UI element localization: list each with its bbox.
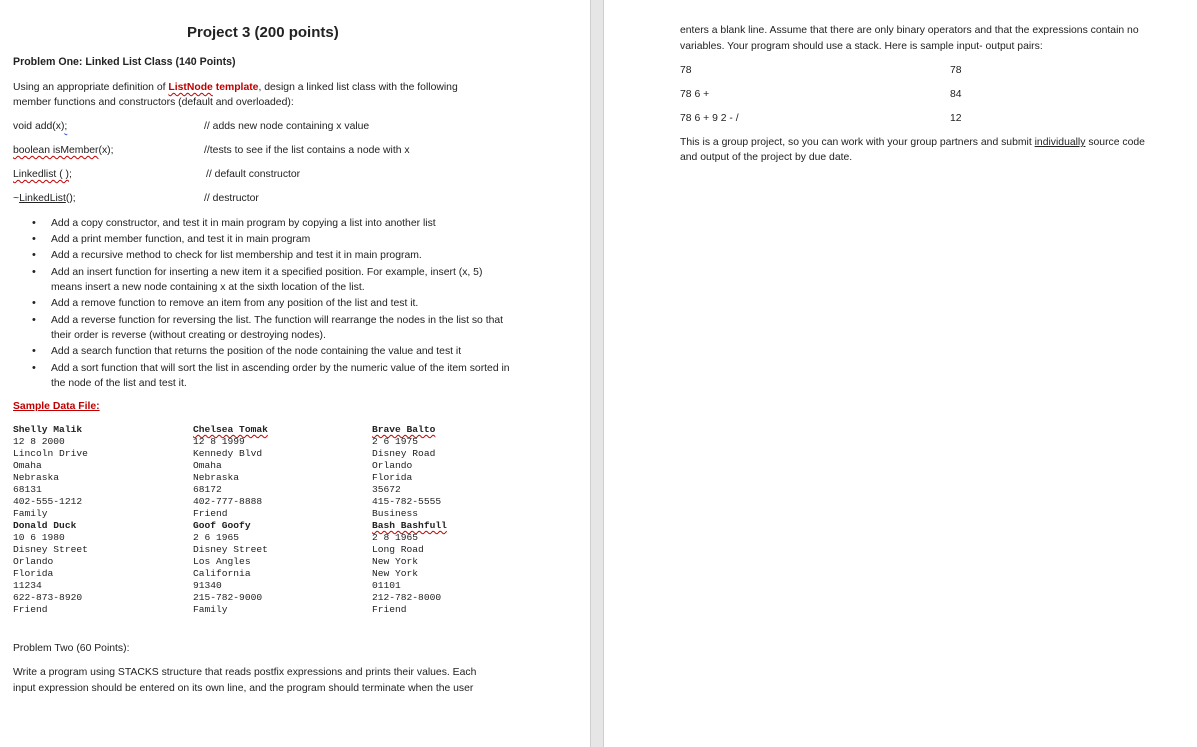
sample-line: Family xyxy=(193,604,228,615)
sample-line: 2 6 1975 xyxy=(372,436,419,447)
problem-two-line-2: input expression should be entered on its own line, and the program should terminate when the user xyxy=(13,683,474,694)
signature-code: LinkedList xyxy=(19,193,66,204)
signature-code: void add(x) xyxy=(13,121,65,132)
signature-destructor-comment: // destructor xyxy=(204,193,259,204)
sample-line: Bash Bashfull xyxy=(372,520,447,531)
signature-destructor xyxy=(13,191,76,207)
sample-line: Long Road xyxy=(372,544,424,555)
page-title: Project 3 (200 points) xyxy=(187,24,339,41)
signature-code: Linkedlist ( ) xyxy=(13,169,70,180)
sample-line: Business xyxy=(372,508,419,519)
signature-code-post: (x); xyxy=(98,145,114,156)
sample-line: Friend xyxy=(372,604,407,615)
problem-two-line-1: Write a program using STACKS structure that reads postfix expressions and prints their values. Each xyxy=(13,667,477,678)
sample-line: 68172 xyxy=(193,484,222,495)
list-item: • Add a print member function, and test it in main program xyxy=(32,232,512,248)
list-item: • Add a recursive method to check for list membership and test it in main program. xyxy=(32,248,512,264)
sample-line: 68131 xyxy=(13,484,42,495)
list-item: • Add a remove function to remove an item from any position of the list and test it. xyxy=(32,296,512,312)
list-item: • Add an insert function for inserting a new item it a specified position. For example, insert (x, 5) means insert a new node containing x at the sixth location of the list. xyxy=(32,265,512,296)
sample-line: Kennedy Blvd xyxy=(193,448,263,459)
intro-line-2: member functions and constructors (default and overloaded): xyxy=(13,97,294,108)
sample-line: California xyxy=(193,568,251,579)
signature-constructor-comment: // default constructor xyxy=(206,169,301,180)
list-item: • Add a reverse function for reversing the list. The function will rearrange the nodes in the list so that their order is reverse (without creating or destroying nodes). xyxy=(32,313,512,344)
sample-line: 10 6 1980 xyxy=(13,532,65,543)
signature-ismember xyxy=(13,143,114,159)
problem-two-heading: Problem Two (60 Points): xyxy=(13,643,130,654)
sample-line: Orlando xyxy=(372,460,413,471)
sample-line: 12 8 2000 xyxy=(13,436,65,447)
sample-column-1 xyxy=(13,424,183,616)
signature-code-mark: ; xyxy=(64,121,68,132)
group-note-individually: individually xyxy=(1034,137,1086,148)
pair-output: 12 xyxy=(950,113,962,124)
sample-line: 622-873-8920 xyxy=(13,592,83,603)
page-gutter xyxy=(590,0,604,747)
sample-line: 91340 xyxy=(193,580,222,591)
sample-data-heading: Sample Data File: xyxy=(13,401,100,412)
continued-line-2: variables. Your program should use a stack. Here is sample input- output pairs: xyxy=(680,41,1043,52)
signature-add-comment: // adds new node containing x value xyxy=(204,121,370,132)
sample-line: Friend xyxy=(193,508,228,519)
sample-line: 215-782-9000 xyxy=(193,592,263,603)
sample-line: 402-777-8888 xyxy=(193,496,263,507)
intro-listnode: ListNode xyxy=(168,82,213,93)
signature-constructor xyxy=(13,167,72,183)
problem-one-heading: Problem One: Linked List Class (140 Points) xyxy=(13,56,236,68)
intro-line-1 xyxy=(13,80,458,96)
list-item: • Add a search function that returns the position of the node containing the value and test it xyxy=(32,344,512,360)
sample-line: Brave Balto xyxy=(372,424,436,435)
sample-line: Los Angles xyxy=(193,556,251,567)
pair-input: 78 6 + xyxy=(680,89,710,100)
intro-text-pre: Using an appropriate definition of xyxy=(13,82,169,93)
sample-line: Donald Duck xyxy=(13,520,77,531)
signature-code-post: (); xyxy=(65,193,76,204)
signature-code-post: ; xyxy=(69,169,72,180)
sample-line: Friend xyxy=(13,604,48,615)
intro-template: template xyxy=(212,82,259,93)
list-item: • Add a copy constructor, and test it in main program by copying a list into another list xyxy=(32,216,512,232)
sample-line: Florida xyxy=(372,472,413,483)
group-note-line-2: and output of the project by due date. xyxy=(680,152,853,163)
sample-line: Florida xyxy=(13,568,54,579)
pair-output: 78 xyxy=(950,65,962,76)
sample-line: New York xyxy=(372,556,419,567)
sample-line: Orlando xyxy=(13,556,54,567)
intro-text-post: , design a linked list class with the following xyxy=(258,82,458,93)
continued-line-1: enters a blank line. Assume that there are only binary operators and that the expressions contain no xyxy=(680,25,1139,36)
sample-column-3 xyxy=(372,424,542,616)
sample-line: Omaha xyxy=(13,460,42,471)
sample-line: 402-555-1212 xyxy=(13,496,83,507)
sample-line: 2 8 1965 xyxy=(372,532,419,543)
sample-column-2 xyxy=(193,424,363,616)
signature-add xyxy=(13,119,67,135)
sample-line: Omaha xyxy=(193,460,222,471)
sample-line: 2 6 1965 xyxy=(193,532,240,543)
sample-line: Lincoln Drive xyxy=(13,448,88,459)
signature-ismember-comment: //tests to see if the list contains a node with x xyxy=(204,145,410,156)
requirements-list xyxy=(32,216,512,392)
sample-line: Disney Street xyxy=(13,544,88,555)
sample-line: 01101 xyxy=(372,580,401,591)
group-note-pre: This is a group project, so you can work with your group partners and submit xyxy=(680,137,1035,148)
group-note-line-1 xyxy=(680,135,1145,151)
sample-line: 212-782-8000 xyxy=(372,592,442,603)
document-page-left xyxy=(0,0,590,747)
sample-line: 35672 xyxy=(372,484,401,495)
sample-line: Family xyxy=(13,508,48,519)
sample-line: Shelly Malik xyxy=(13,424,83,435)
sample-line: Disney Road xyxy=(372,448,436,459)
signature-code-pre: ~ xyxy=(13,193,20,204)
pair-output: 84 xyxy=(950,89,962,100)
sample-line: Chelsea Tomak xyxy=(193,424,268,435)
sample-line: 11234 xyxy=(13,580,42,591)
sample-line: New York xyxy=(372,568,419,579)
sample-line: Nebraska xyxy=(13,472,60,483)
pair-input: 78 xyxy=(680,65,692,76)
pair-input: 78 6 + 9 2 - / xyxy=(680,113,739,124)
group-note-post: source code xyxy=(1085,137,1145,148)
document-page-right xyxy=(604,0,1197,747)
sample-line: Goof Goofy xyxy=(193,520,251,531)
sample-line: 12 8 1999 xyxy=(193,436,245,447)
list-item: • Add a sort function that will sort the list in ascending order by the numeric value of the item sorted in the node of the list and test it. xyxy=(32,361,512,392)
sample-line: Disney Street xyxy=(193,544,268,555)
signature-code: boolean isMember xyxy=(13,145,99,156)
sample-line: Nebraska xyxy=(193,472,240,483)
sample-line: 415-782-5555 xyxy=(372,496,442,507)
